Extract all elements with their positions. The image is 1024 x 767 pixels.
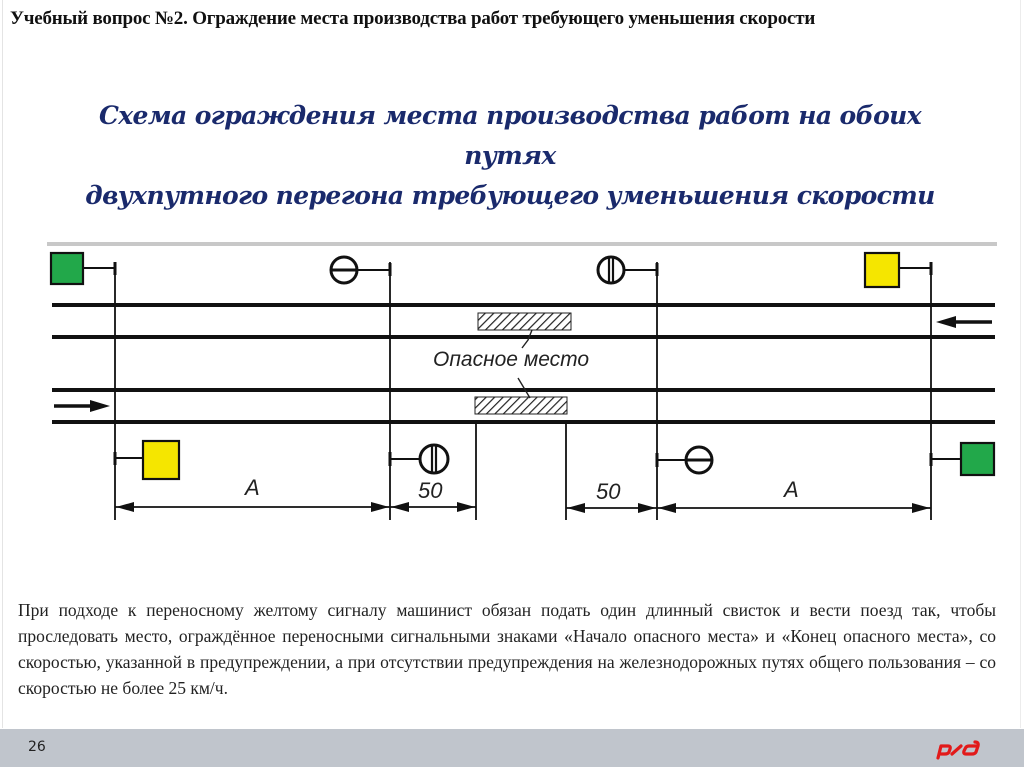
scheme-title-line-2: двухпутного перегона требующего уменьшения скорости xyxy=(85,181,935,210)
page-number: 26 xyxy=(28,739,46,755)
direction-arrow-right-icon xyxy=(54,400,110,412)
dimension-label-right-a: А xyxy=(784,477,799,502)
green-signal-bottom-right-icon xyxy=(931,443,994,475)
rzd-logo-icon xyxy=(935,738,985,765)
yellow-signal-bottom-left-icon xyxy=(115,441,179,479)
dimension-label-left-a: А xyxy=(245,475,260,500)
end-danger-sign-bottom-icon xyxy=(390,445,448,473)
dimension-label-left-50: 50 xyxy=(418,478,443,503)
start-danger-sign-top-icon xyxy=(331,257,390,283)
dimension-label-right-50: 50 xyxy=(596,479,621,504)
slide-footer xyxy=(0,729,1024,767)
direction-arrow-left-icon xyxy=(936,316,992,328)
explanation-paragraph: При подходе к переносному желтому сигналу машинист обязан подать один длинный свисток и вести поезд так, чтобы проследовать место, ограждённое переносными сигнальными знаками «Начало опасного места» и «Конец опасного места», со скоростью, указанной в предупреждении, а при отсутствии предупреждения на железнодорожных путях общего пользования – со скоростью не более 25 км/ч. xyxy=(18,600,996,698)
diagram-top-rule xyxy=(47,242,997,246)
dimension-lines xyxy=(115,502,931,513)
start-danger-sign-bottom-icon xyxy=(657,447,712,473)
yellow-signal-top-right-icon xyxy=(865,253,931,287)
danger-zone-track-1 xyxy=(478,313,571,330)
scheme-title-line-1: Схема ограждения места производства работ на обоих путях xyxy=(98,101,922,170)
green-signal-top-left-icon xyxy=(51,253,115,284)
danger-zone-track-2 xyxy=(475,397,567,414)
slide-title: Учебный вопрос №2. Ограждение места производства работ требующего уменьшения скорости xyxy=(10,8,816,29)
end-danger-sign-top-icon xyxy=(598,257,657,283)
danger-zone-label: Опасное место xyxy=(433,348,590,371)
